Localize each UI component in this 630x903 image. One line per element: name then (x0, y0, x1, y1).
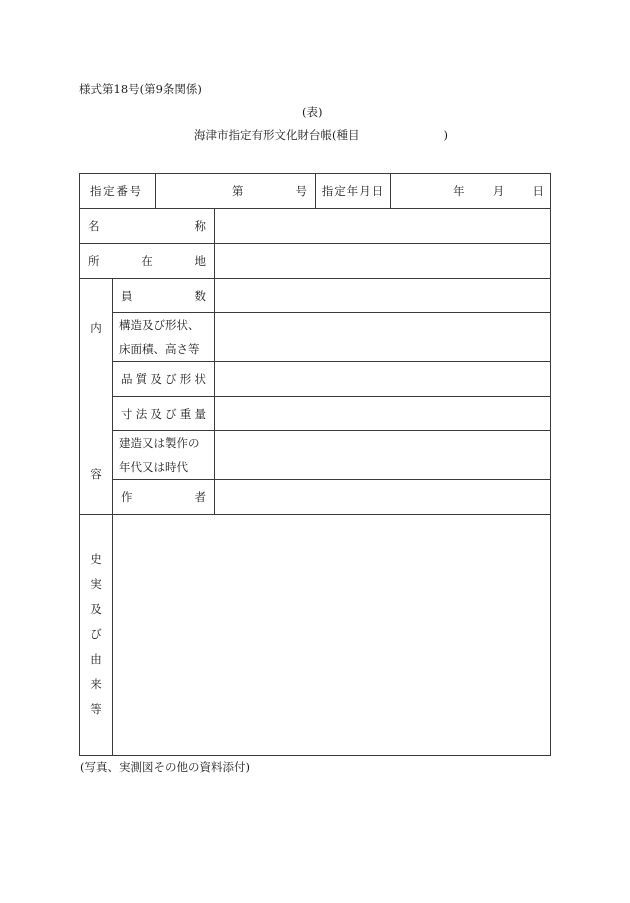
era-label (113, 431, 215, 480)
location-label (80, 244, 215, 279)
quality-field[interactable] (215, 362, 551, 397)
label-char: 容 (90, 466, 102, 481)
label-char: 及 (90, 602, 102, 616)
author-field[interactable] (215, 480, 551, 515)
label-char: 史 (90, 552, 102, 566)
label-char: 内 (90, 320, 102, 335)
label-char: 作 (121, 490, 133, 504)
row-count (80, 279, 551, 313)
dimensions-label (113, 397, 215, 431)
year-unit: 年 (453, 184, 465, 198)
contents-group-label (80, 279, 113, 515)
count-field[interactable] (215, 279, 551, 313)
label-char: 由 (90, 652, 102, 666)
name-label (80, 209, 215, 244)
row-name (80, 209, 551, 244)
label-char: 員 (121, 288, 133, 303)
label-char: 来 (90, 677, 102, 691)
label-char: び (165, 406, 177, 421)
side-label: (表) (302, 105, 323, 119)
number-suffix: 号 (295, 184, 307, 198)
number-prefix: 第 (232, 184, 244, 198)
label-char: 量 (194, 406, 206, 421)
label-char: 品 (121, 372, 133, 386)
month-unit: 月 (492, 184, 505, 198)
history-label (80, 515, 113, 756)
designation-number-field[interactable] (156, 174, 316, 209)
designation-date-field[interactable] (391, 174, 551, 209)
author-label (113, 480, 215, 515)
label-char: 指 (90, 184, 102, 198)
row-author (80, 480, 551, 515)
quality-label (113, 362, 215, 397)
row-dimensions (80, 397, 551, 431)
name-field[interactable] (215, 209, 551, 244)
row-designation (80, 174, 551, 209)
label-char: び (165, 372, 177, 386)
row-history (80, 515, 551, 756)
label-char: 定 (103, 184, 115, 198)
form-number: 様式第18号(第9条関係) (79, 82, 202, 96)
row-location (80, 244, 551, 279)
structure-field[interactable] (215, 313, 551, 362)
ledger-title (194, 130, 448, 142)
ledger-table (79, 173, 551, 756)
label-char: 実 (90, 577, 102, 591)
designation-date-text: 指定年月日 (321, 184, 385, 198)
row-quality (80, 362, 551, 397)
label-char: 者 (194, 490, 206, 504)
label-char: 質 (135, 372, 148, 386)
label-char: 号 (129, 184, 141, 198)
structure-label (113, 313, 215, 362)
label-char: 番 (116, 184, 128, 198)
ledger-title-close: ) (443, 128, 448, 142)
label-char: 状 (194, 372, 206, 386)
row-era (80, 431, 551, 480)
count-label (113, 279, 215, 313)
label-char: 重 (179, 406, 192, 421)
designation-date-label (316, 174, 391, 209)
structure-line-2: 床面積、高さ等 (119, 342, 200, 356)
label-char: 数 (194, 288, 206, 303)
attachments-note: (写真、実測図その他の資料添付) (80, 760, 250, 774)
era-field[interactable] (215, 431, 551, 480)
dimensions-field[interactable] (215, 397, 551, 431)
label-char: び (90, 627, 102, 641)
ledger-title-text: 海津市指定有形文化財台帳(種目 (194, 128, 360, 142)
label-char: 及 (150, 372, 162, 386)
label-char: 等 (90, 702, 102, 716)
row-structure (80, 313, 551, 362)
label-char: 寸 (121, 406, 133, 421)
era-line-1: 建造又は製作の (119, 436, 200, 450)
structure-line-1: 構造及び形状、 (119, 318, 200, 332)
designation-number-label (80, 174, 156, 209)
label-char: 在 (141, 254, 153, 268)
day-unit: 日 (532, 184, 544, 198)
label-char: 所 (88, 254, 100, 268)
label-char: 地 (194, 254, 206, 268)
history-field[interactable] (113, 515, 551, 756)
label-char: 称 (194, 219, 206, 233)
label-char: 形 (179, 372, 192, 386)
label-char: 法 (135, 406, 148, 421)
label-char: 及 (150, 406, 162, 421)
era-line-2: 年代又は時代 (119, 460, 188, 474)
location-field[interactable] (215, 244, 551, 279)
label-char: 名 (88, 219, 100, 233)
